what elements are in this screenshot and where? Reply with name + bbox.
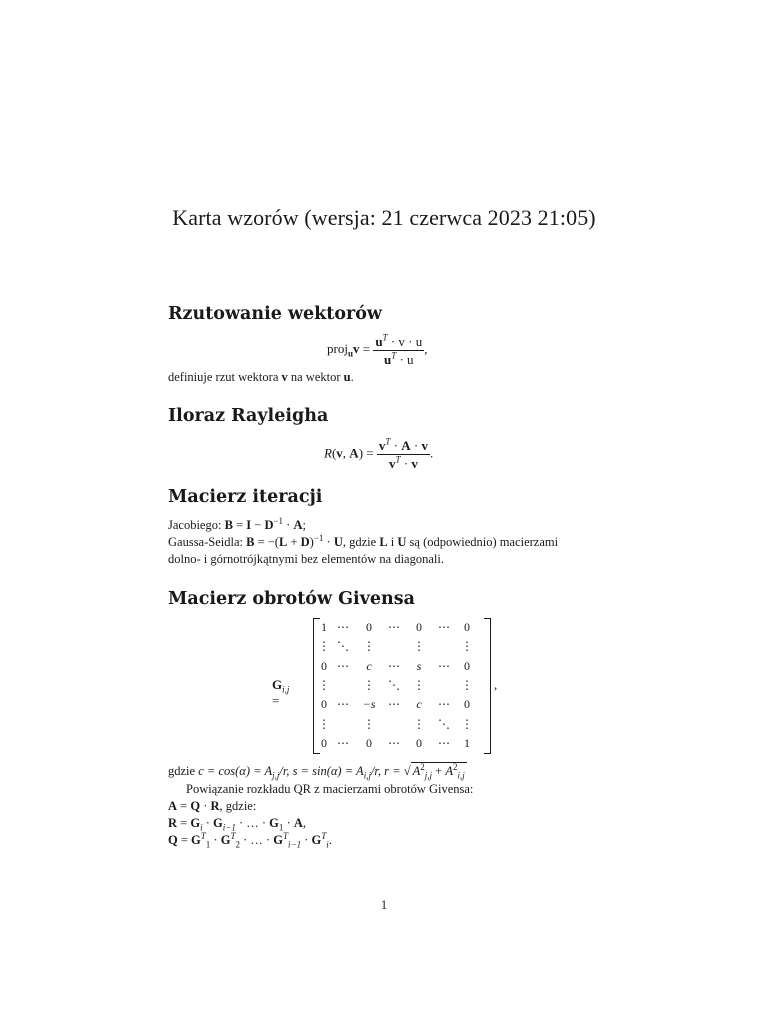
matrix-cell: ⋮ <box>363 716 375 731</box>
matrix-cell <box>330 714 356 733</box>
section-heading-givens: Macierz obrotów Givensa <box>168 589 415 609</box>
matrix-cell: ⋮ <box>461 716 473 731</box>
givens-matrix <box>318 618 483 753</box>
projection-formula: proj$_u$v = $\frac{u^T \cdot v \cdot u}{u^T \cdot u}$ , <box>327 332 428 367</box>
matrix-cell: ⋮ <box>461 639 473 654</box>
matrix-cell: 0 <box>464 658 470 673</box>
givens-definitions: gdzie $c = \cos(\alpha) = A_{j,j}/r$, $s = \sin(\alpha) = A_{i,j}/r$, r = √ $A^2_{j,j} + A^2_{i,j}$ <box>168 761 465 781</box>
matrix-cell: ⋯ <box>438 620 450 635</box>
matrix-cell: ⋯ <box>337 620 349 635</box>
proj-fraction <box>373 334 424 367</box>
matrix-cell: 0 <box>366 735 372 750</box>
rayleigh-denominator: $v^T \cdot v$ <box>388 454 418 471</box>
matrix-cell: 0 <box>464 620 470 635</box>
sqrt-radicand: $A^2_{j,j} + A^2_{i,j}$ <box>412 761 465 781</box>
qr-line-3: $Q = G^T_1 \cdot G^T_2$ · … · $G^T_{i-1} \cdot G^T_i$. <box>168 830 332 850</box>
matrix-cell: ⋮ <box>413 678 425 693</box>
matrix-cell: ⋮ <box>318 678 330 693</box>
matrix-right-bracket <box>484 618 491 754</box>
section-heading-projection: Rzutowanie wektorów <box>168 304 382 324</box>
jacobi-line: Jacobiego: $B = I - D^{-1} \cdot A$; <box>168 515 306 532</box>
matrix-trail: , <box>494 677 498 692</box>
matrix-cell: ⋯ <box>438 735 450 750</box>
section-heading-iteration: Macierz iteracji <box>168 487 323 507</box>
matrix-cell: ⋱ <box>337 639 349 654</box>
qr-line-2: $R = G_i \cdot G_{i-1}$ · … · $G_1 \cdot A$, <box>168 816 306 833</box>
page-title: Karta wzorów (wersja: 21 czerwca 2023 21:05) <box>172 205 596 230</box>
qr-intro: Powiązanie rozkładu QR z macierzami obrotów Givensa: <box>186 782 474 796</box>
matrix-cell: −s <box>362 697 376 712</box>
sqrt-icon: √ <box>403 764 411 778</box>
matrix-cell: ⋮ <box>461 678 473 693</box>
qr-line-1: A = Q · R, gdzie: <box>168 799 257 813</box>
iteration-note: dolno- i górnotrójkątnymi bez elementów na diagonali. <box>168 552 444 566</box>
matrix-cell: ⋯ <box>337 697 349 712</box>
matrix-cell <box>382 714 406 733</box>
matrix-cell: ⋮ <box>363 678 375 693</box>
givens-lhs: $G_{i,j}$ = <box>272 677 290 708</box>
proj-lhs: proj$_u$v <box>327 341 360 360</box>
matrix-cell: ⋯ <box>337 735 349 750</box>
matrix-cell: c <box>366 658 372 673</box>
matrix-cell: 0 <box>416 620 422 635</box>
matrix-cell: ⋮ <box>363 639 375 654</box>
matrix-cell <box>432 676 456 695</box>
section-heading-rayleigh: Iloraz Rayleigha <box>168 406 329 426</box>
proj-denominator: $u^T \cdot u$ <box>383 350 414 367</box>
gauss-seidel-line: Gaussa-Seidla: $B = -(L + D)^{-1} \cdot U$, gdzie L i U są (odpowiednio) macierzami <box>168 532 559 549</box>
rayleigh-formula: R(v, A) = $\frac{v^T \cdot A \cdot v}{v^T \cdot v}$ . <box>324 436 434 471</box>
matrix-cell: 0 <box>321 735 327 750</box>
matrix-cell: 1 <box>321 620 327 635</box>
matrix-cell: 0 <box>464 697 470 712</box>
matrix-cell: ⋱ <box>388 678 400 693</box>
matrix-cell <box>382 637 406 656</box>
matrix-cell: ⋯ <box>388 658 400 673</box>
matrix-cell: 0 <box>366 620 372 635</box>
rayleigh-numerator: $v^T \cdot A \cdot v$ <box>378 436 428 453</box>
matrix-cell: ⋯ <box>388 735 400 750</box>
matrix-cell: ⋯ <box>337 658 349 673</box>
matrix-cell <box>330 676 356 695</box>
matrix-cell: ⋮ <box>413 716 425 731</box>
matrix-cell: ⋯ <box>388 620 400 635</box>
projection-description: definiuje rzut wektora v na wektor u. <box>168 370 354 384</box>
matrix-cell: ⋯ <box>438 697 450 712</box>
matrix-cell: ⋮ <box>318 639 330 654</box>
rayleigh-fraction <box>377 438 430 471</box>
matrix-cell: 1 <box>464 735 470 750</box>
page-number: 1 <box>380 898 388 912</box>
matrix-cell: ⋮ <box>413 639 425 654</box>
matrix-cell: 0 <box>321 658 327 673</box>
matrix-cell: ⋯ <box>388 697 400 712</box>
matrix-cell: c <box>416 697 422 712</box>
matrix-cell: 0 <box>321 697 327 712</box>
matrix-cell <box>432 637 456 656</box>
matrix-cell: 0 <box>416 735 422 750</box>
matrix-cell: ⋯ <box>438 658 450 673</box>
proj-numerator: $u^T \cdot v \cdot u$ <box>375 332 423 349</box>
matrix-cell: ⋱ <box>438 716 450 731</box>
matrix-cell: ⋮ <box>318 716 330 731</box>
matrix-cell: s <box>416 658 422 673</box>
